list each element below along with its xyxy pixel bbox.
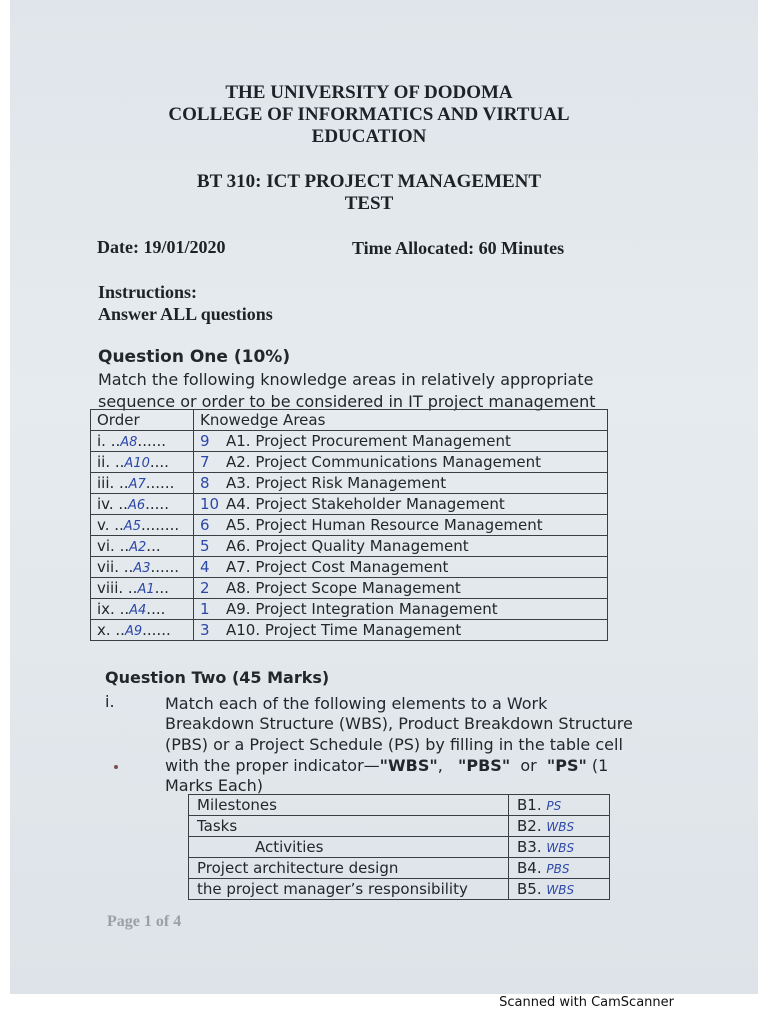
order-dots: .... bbox=[149, 453, 169, 471]
question-two-line4 bbox=[165, 756, 650, 775]
order-label: iv. .. bbox=[97, 495, 128, 513]
element-cell: the project manager’s responsibility bbox=[189, 879, 509, 900]
handwritten-answer: A7 bbox=[128, 477, 146, 492]
ps-indicator: "PS" bbox=[546, 756, 587, 775]
order-label: iii. .. bbox=[97, 474, 129, 492]
page-number: Page 1 of 4 bbox=[107, 913, 182, 930]
table-row bbox=[91, 599, 608, 620]
handwritten-answer: A3 bbox=[133, 561, 151, 576]
cell-code: B5. bbox=[517, 880, 542, 898]
order-dots: ........ bbox=[140, 516, 180, 534]
knowledge-area-label: A3. Project Risk Management bbox=[226, 474, 447, 492]
course-title-line2: TEST bbox=[344, 193, 394, 214]
handwritten-rank: 1 bbox=[200, 600, 210, 618]
exam-sheet bbox=[10, 0, 758, 994]
handwritten-answer: PS bbox=[546, 799, 562, 813]
element-cell: Activities bbox=[189, 837, 509, 858]
question-two-title: Question Two (45 Marks) bbox=[105, 668, 330, 687]
handwritten-rank: 6 bbox=[200, 516, 210, 534]
table-row bbox=[189, 858, 610, 879]
pbs-indicator: "PBS" bbox=[458, 756, 511, 775]
question-two-line3: (PBS) or a Project Schedule (PS) by filling in the table cell bbox=[165, 735, 623, 754]
handwritten-rank: 3 bbox=[200, 621, 210, 639]
table-row bbox=[91, 494, 608, 515]
order-cell bbox=[91, 578, 194, 599]
handwritten-answer: WBS bbox=[546, 820, 575, 834]
table-row bbox=[189, 837, 610, 858]
order-cell bbox=[91, 536, 194, 557]
instructions-text: Answer ALL questions bbox=[98, 304, 273, 324]
knowledge-area-cell bbox=[194, 620, 608, 641]
table-row bbox=[91, 473, 608, 494]
knowledge-area-label: A7. Project Cost Management bbox=[226, 558, 449, 576]
cell-code: B3. bbox=[517, 838, 542, 856]
indicator-cell bbox=[509, 795, 610, 816]
question-one-title: Question One (10%) bbox=[98, 347, 291, 367]
handwritten-rank: 4 bbox=[200, 558, 210, 576]
order-label: ix. .. bbox=[97, 600, 130, 618]
question-one-text-line2: sequence or order to be considered in IT project management bbox=[98, 392, 596, 411]
order-label: viii. .. bbox=[97, 579, 138, 597]
knowledge-area-label: A9. Project Integration Management bbox=[226, 600, 498, 618]
order-label: ii. .. bbox=[97, 453, 125, 471]
element-cell: Milestones bbox=[189, 795, 509, 816]
handwritten-answer: A1 bbox=[137, 582, 155, 597]
table-row bbox=[91, 431, 608, 452]
order-cell bbox=[91, 557, 194, 578]
order-label: vi. .. bbox=[97, 537, 130, 555]
order-label: v. .. bbox=[97, 516, 124, 534]
handwritten-rank: 9 bbox=[200, 432, 210, 450]
question-two-line2: Breakdown Structure (WBS), Product Breakdown Structure bbox=[165, 714, 633, 733]
knowledge-area-cell bbox=[194, 557, 608, 578]
indicator-cell bbox=[509, 816, 610, 837]
order-cell bbox=[91, 515, 194, 536]
instructions-title: Instructions: bbox=[98, 282, 198, 302]
indicator-cell bbox=[509, 879, 610, 900]
indicator-cell bbox=[509, 858, 610, 879]
handwritten-answer: A4 bbox=[129, 603, 147, 618]
knowledge-area-label: A8. Project Scope Management bbox=[226, 579, 461, 597]
table-row bbox=[189, 879, 610, 900]
knowledge-area-cell bbox=[194, 515, 608, 536]
element-cell: Tasks bbox=[189, 816, 509, 837]
order-dots: ...... bbox=[150, 558, 180, 576]
order-dots: ...... bbox=[142, 621, 171, 639]
table-row bbox=[189, 795, 610, 816]
order-label: x. .. bbox=[97, 621, 125, 639]
table-row bbox=[91, 557, 608, 578]
indicator-cell bbox=[509, 837, 610, 858]
handwritten-rank: 7 bbox=[200, 453, 210, 471]
order-dots: ..... bbox=[145, 495, 169, 513]
knowledge-area-cell bbox=[194, 473, 608, 494]
knowledge-area-cell bbox=[194, 536, 608, 557]
table-header-row bbox=[91, 410, 608, 431]
order-dots: ... bbox=[146, 537, 161, 555]
knowledge-area-label: A10. Project Time Management bbox=[226, 621, 462, 639]
order-dots: .... bbox=[146, 600, 166, 618]
comma: , bbox=[437, 756, 443, 775]
question-two-line1 bbox=[165, 693, 650, 714]
college-title-line2: EDUCATION bbox=[311, 126, 427, 147]
table-row bbox=[189, 816, 610, 837]
table-row bbox=[91, 452, 608, 473]
exam-date: Date: 19/01/2020 bbox=[97, 237, 226, 257]
item-number: i. bbox=[105, 692, 115, 711]
handwritten-answer: WBS bbox=[546, 883, 575, 897]
or-text: or bbox=[520, 756, 537, 775]
handwritten-answer: A10 bbox=[124, 456, 150, 471]
knowledge-area-cell bbox=[194, 494, 608, 515]
question-one-text-line1: Match the following knowledge areas in relatively appropriate bbox=[98, 370, 594, 389]
order-cell bbox=[91, 494, 194, 515]
knowledge-area-cell bbox=[194, 578, 608, 599]
handwritten-rank: 5 bbox=[200, 537, 210, 555]
question-two-line5: Marks Each) bbox=[165, 776, 263, 795]
knowledge-area-cell bbox=[194, 599, 608, 620]
time-allocated: Time Allocated: 60 Minutes bbox=[352, 238, 565, 258]
handwritten-answer: WBS bbox=[546, 841, 575, 855]
university-title: THE UNIVERSITY OF DODOMA bbox=[225, 82, 513, 103]
handwritten-rank: 8 bbox=[200, 474, 210, 492]
order-label: i. .. bbox=[97, 432, 121, 450]
camscanner-watermark: Scanned with CamScanner bbox=[499, 995, 674, 1010]
knowledge-area-label: A6. Project Quality Management bbox=[226, 537, 469, 555]
knowledge-area-label: A5. Project Human Resource Management bbox=[226, 516, 543, 534]
knowledge-areas-table bbox=[90, 409, 608, 641]
handwritten-answer: A5 bbox=[123, 519, 141, 534]
handwritten-answer: A9 bbox=[124, 624, 143, 639]
order-cell bbox=[91, 599, 194, 620]
marks-tail: (1 bbox=[591, 756, 609, 775]
handwritten-answer: A8 bbox=[120, 435, 138, 450]
cell-code: B1. bbox=[517, 796, 542, 814]
wbs-indicator: "WBS" bbox=[379, 756, 438, 775]
table-row bbox=[91, 578, 608, 599]
order-dots: ...... bbox=[137, 432, 167, 450]
knowledge-area-cell bbox=[194, 431, 608, 452]
handwritten-rank: 10 bbox=[200, 495, 220, 513]
bullet-dot bbox=[114, 765, 118, 769]
handwritten-rank: 2 bbox=[200, 579, 210, 597]
handwritten-answer: A2 bbox=[129, 540, 147, 555]
knowledge-area-label: A1. Project Procurement Management bbox=[226, 432, 511, 450]
knowledge-area-label: A2. Project Communications Management bbox=[226, 453, 542, 471]
table-row bbox=[91, 536, 608, 557]
order-dots: ...... bbox=[145, 474, 175, 492]
element-cell: Project architecture design bbox=[189, 858, 509, 879]
line4-prefix: with the proper indicator— bbox=[165, 756, 380, 775]
order-cell bbox=[91, 431, 194, 452]
college-title-line1: COLLEGE OF INFORMATICS AND VIRTUAL bbox=[168, 104, 570, 125]
handwritten-answer: A6 bbox=[127, 498, 146, 513]
wbs-pbs-table bbox=[188, 794, 610, 900]
cell-code: B2. bbox=[517, 817, 542, 835]
order-cell bbox=[91, 473, 194, 494]
table-row bbox=[91, 515, 608, 536]
knowledge-area-cell bbox=[194, 452, 608, 473]
order-cell bbox=[91, 452, 194, 473]
knowledge-areas-header: Knowedge Areas bbox=[194, 410, 608, 431]
order-label: vii. .. bbox=[97, 558, 134, 576]
order-header: Order bbox=[91, 410, 194, 431]
knowledge-area-label: A4. Project Stakeholder Management bbox=[226, 495, 505, 513]
handwritten-answer: PBS bbox=[546, 862, 570, 876]
cell-code: B4. bbox=[517, 859, 542, 877]
order-cell bbox=[91, 620, 194, 641]
order-dots: ... bbox=[154, 579, 169, 597]
course-title-line1: BT 310: ICT PROJECT MANAGEMENT bbox=[196, 171, 542, 192]
line-text: Match each of the following elements to a Work bbox=[165, 694, 548, 713]
table-row bbox=[91, 620, 608, 641]
